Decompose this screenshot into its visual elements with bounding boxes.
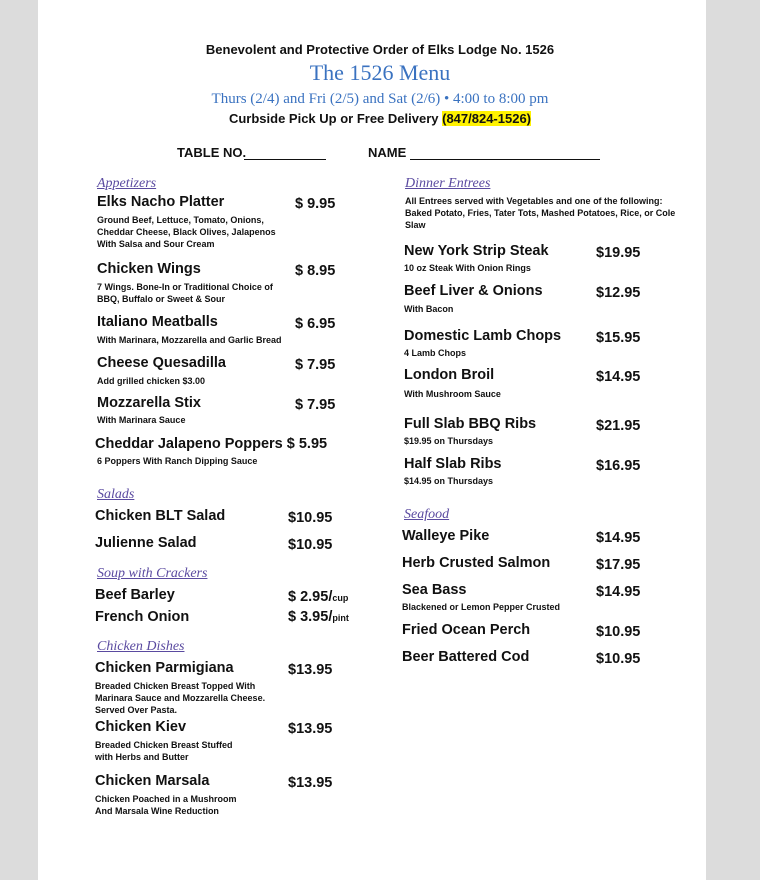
item-price: $ 8.95 xyxy=(295,263,336,279)
item-name: Chicken BLT Salad xyxy=(95,508,226,524)
item-price: $17.95 xyxy=(596,557,641,573)
item-description: 4 Lamb Chops xyxy=(404,348,467,358)
item-description: With Marinara, Mozzarella and Garlic Bread xyxy=(97,335,282,345)
item-name: Beer Battered Cod xyxy=(402,649,530,665)
item-price: $10.95 xyxy=(288,510,333,526)
menu-title: The 1526 Menu xyxy=(309,60,451,85)
item-description: Breaded Chicken Breast Stuffed with Herbs and Butter xyxy=(95,740,233,762)
item-name: Beef Barley xyxy=(95,587,175,603)
salads-heading: Salads xyxy=(97,487,135,502)
entrees-note: All Entrees served with Vegetables and one of the following: Baked Potato, Fries, Tater Tots, Mashed Potatoes, Rice, or Cole Slaw xyxy=(405,196,676,230)
item-name: Cheese Quesadilla xyxy=(97,355,226,371)
item-description: 6 Poppers With Ranch Dipping Sauce xyxy=(97,456,258,466)
item-price: $ 7.95 xyxy=(295,397,336,413)
item-name: Chicken Wings xyxy=(97,261,201,277)
item-description: Add grilled chicken $3.00 xyxy=(97,376,206,386)
item-price: $13.95 xyxy=(288,662,333,678)
item-price: $21.95 xyxy=(596,418,641,434)
item-price: $ 7.95 xyxy=(295,357,336,373)
price-value: $ 3.95/ xyxy=(288,609,333,625)
item-price: $ 6.95 xyxy=(295,316,336,332)
item-price: $10.95 xyxy=(596,624,641,640)
price-value: $ 2.95/ xyxy=(288,589,333,605)
item-name: Cheddar Jalapeno Poppers $ 5.95 xyxy=(95,436,328,452)
item-price: $14.95 xyxy=(596,530,641,546)
item-name: Chicken Marsala xyxy=(95,773,210,789)
phone-number: (847/824-1526) xyxy=(442,111,532,126)
item-price: $14.95 xyxy=(596,584,641,600)
table-no-label: TABLE NO. xyxy=(177,145,247,160)
item-price: $16.95 xyxy=(596,458,641,474)
item-name: French Onion xyxy=(95,609,190,625)
curbside-text: Curbside Pick Up or Free Delivery xyxy=(228,111,443,126)
item-description: Chicken Poached in a Mushroom And Marsala Wine Reduction xyxy=(95,794,237,816)
chicken-heading: Chicken Dishes xyxy=(97,639,185,654)
item-price: $14.95 xyxy=(596,369,641,385)
item-name: Italiano Meatballs xyxy=(97,314,218,330)
item-price: $13.95 xyxy=(288,721,333,737)
item-name: Chicken Kiev xyxy=(95,719,187,735)
item-name: Beef Liver & Onions xyxy=(404,283,543,299)
item-price: $10.95 xyxy=(596,651,641,667)
item-description: With Mushroom Sauce xyxy=(404,389,501,399)
item-description: 7 Wings. Bone-In or Traditional Choice of BBQ, Buffalo or Sweet & Sour xyxy=(97,282,273,304)
item-name: London Broil xyxy=(404,367,495,383)
item-name: Walleye Pike xyxy=(402,528,490,544)
table-no-field[interactable] xyxy=(244,145,326,160)
item-price: $15.95 xyxy=(596,330,641,346)
item-name: Sea Bass xyxy=(402,582,467,598)
item-name: Full Slab BBQ Ribs xyxy=(404,416,537,432)
item-price: $ 9.95 xyxy=(295,196,336,212)
item-description: Ground Beef, Lettuce, Tomato, Onions, Cheddar Cheese, Black Olives, Jalapenos With Salsa and Sour Cream xyxy=(97,215,276,249)
seafood-heading: Seafood xyxy=(404,507,450,522)
price-unit: pint xyxy=(332,613,349,623)
entrees-heading: Dinner Entrees xyxy=(405,176,491,191)
name-field[interactable] xyxy=(410,145,600,160)
item-name: Mozzarella Stix xyxy=(97,395,201,411)
item-name: New York Strip Steak xyxy=(404,243,549,259)
item-price: $12.95 xyxy=(596,285,641,301)
item-name: Domestic Lamb Chops xyxy=(404,328,562,344)
service-dates: Thurs (2/4) and Fri (2/5) and Sat (2/6) • 4:00 to 8:00 pm xyxy=(211,91,549,107)
item-name: Fried Ocean Perch xyxy=(402,622,531,638)
item-price: $19.95 xyxy=(596,245,641,261)
item-price: $10.95 xyxy=(288,537,333,553)
item-description: $14.95 on Thursdays xyxy=(404,476,494,486)
item-description: Blackened or Lemon Pepper Crusted xyxy=(402,602,561,612)
curbside-line xyxy=(0,111,760,126)
item-price xyxy=(288,589,348,605)
name-label: NAME xyxy=(368,145,407,160)
appetizers-heading: Appetizers xyxy=(97,176,157,191)
item-name: Elks Nacho Platter xyxy=(97,194,225,210)
item-description: Breaded Chicken Breast Topped With Marinara Sauce and Mozzarella Cheese. Served Over Pasta. xyxy=(95,681,266,715)
item-name: Chicken Parmigiana xyxy=(95,660,234,676)
item-name: Herb Crusted Salmon xyxy=(402,555,551,571)
lodge-name: Benevolent and Protective Order of Elks Lodge No. 1526 xyxy=(205,42,555,57)
item-price: $13.95 xyxy=(288,775,333,791)
item-description: With Marinara Sauce xyxy=(97,415,186,425)
item-name: Julienne Salad xyxy=(95,535,197,551)
item-name: Half Slab Ribs xyxy=(404,456,502,472)
item-description: $19.95 on Thursdays xyxy=(404,436,494,446)
soup-heading: Soup with Crackers xyxy=(97,566,208,581)
item-description: 10 oz Steak With Onion Rings xyxy=(404,263,531,273)
item-price xyxy=(288,609,349,625)
price-unit: cup xyxy=(332,593,349,603)
item-description: With Bacon xyxy=(404,304,454,314)
